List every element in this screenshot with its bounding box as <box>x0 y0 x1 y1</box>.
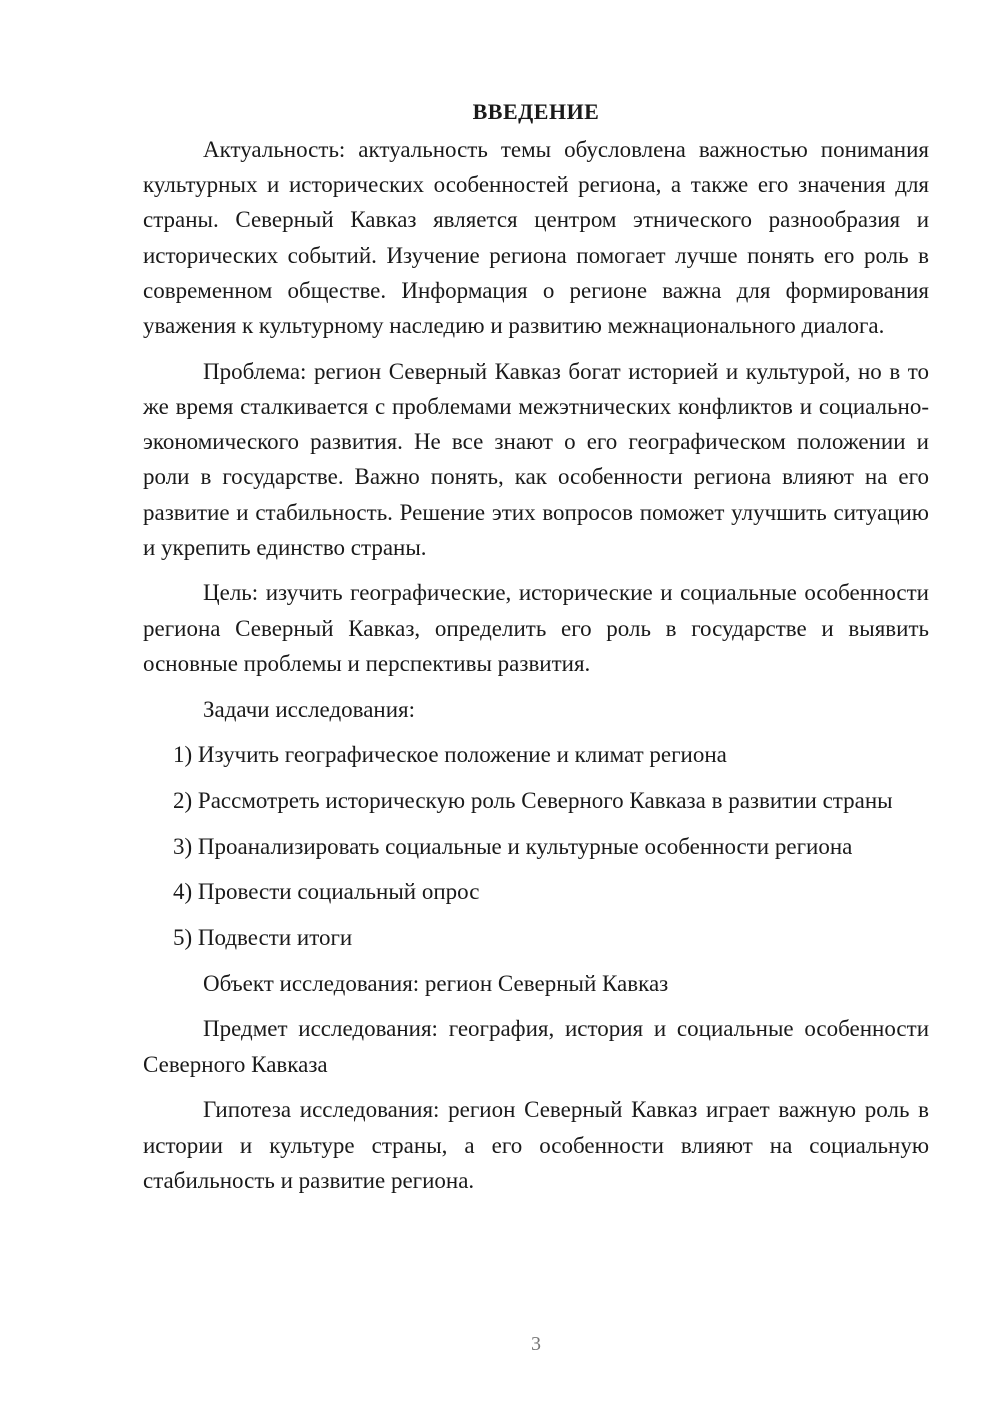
document-page <box>143 98 929 1198</box>
paragraph-problem: Проблема: регион Северный Кавказ богат историей и культурой, но в то же время сталкивается с проблемами межэтнических конфликтов и социально-экономического развития. Не все знают о его географическом положении и роли в государстве. Важно понять, как особенности региона влияют на его развитие и стабильность. Решение этих вопросов поможет улучшить ситуацию и укрепить единство страны. <box>143 358 929 560</box>
task-item-4: 4) Провести социальный опрос <box>173 879 480 905</box>
paragraph-object: Объект исследования: регион Северный Кавказ <box>203 970 669 996</box>
task-item-2: 2) Рассмотреть историческую роль Северного Кавказа в развитии страны <box>173 787 893 813</box>
paragraph-subject: Предмет исследования: география, история и социальные особенности Северного Кавказа <box>143 1016 929 1077</box>
paragraph-hypothesis: Гипотеза исследования: регион Северный Кавказ играет важную роль в истории и культуре страны, а его особенности влияют на социальную стабильность и развитие региона. <box>143 1097 929 1193</box>
tasks-heading: Задачи исследования: <box>203 696 416 722</box>
paragraph-relevance: Актуальность: актуальность темы обусловлена важностью понимания культурных и исторических особенностей региона, а также его значения для страны. Северный Кавказ является центром этнического разнообразия и исторических событий. Изучение региона помогает лучше понять его роль в современном обществе. Информация о регионе важна для формирования уважения к культурному наследию и развитию межнационального диалога. <box>143 137 929 339</box>
page-number: 3 <box>531 1333 541 1355</box>
task-item-1: 1) Изучить географическое положение и климат региона <box>173 742 727 768</box>
paragraph-goal: Цель: изучить географические, исторические и социальные особенности региона Северный Кавказ, определить его роль в государстве и выявить основные проблемы и перспективы развития. <box>143 580 929 676</box>
page-title: ВВЕДЕНИЕ <box>472 99 600 124</box>
task-item-3: 3) Проанализировать социальные и культурные особенности региона <box>173 833 853 859</box>
task-item-5: 5) Подвести итоги <box>173 925 353 951</box>
